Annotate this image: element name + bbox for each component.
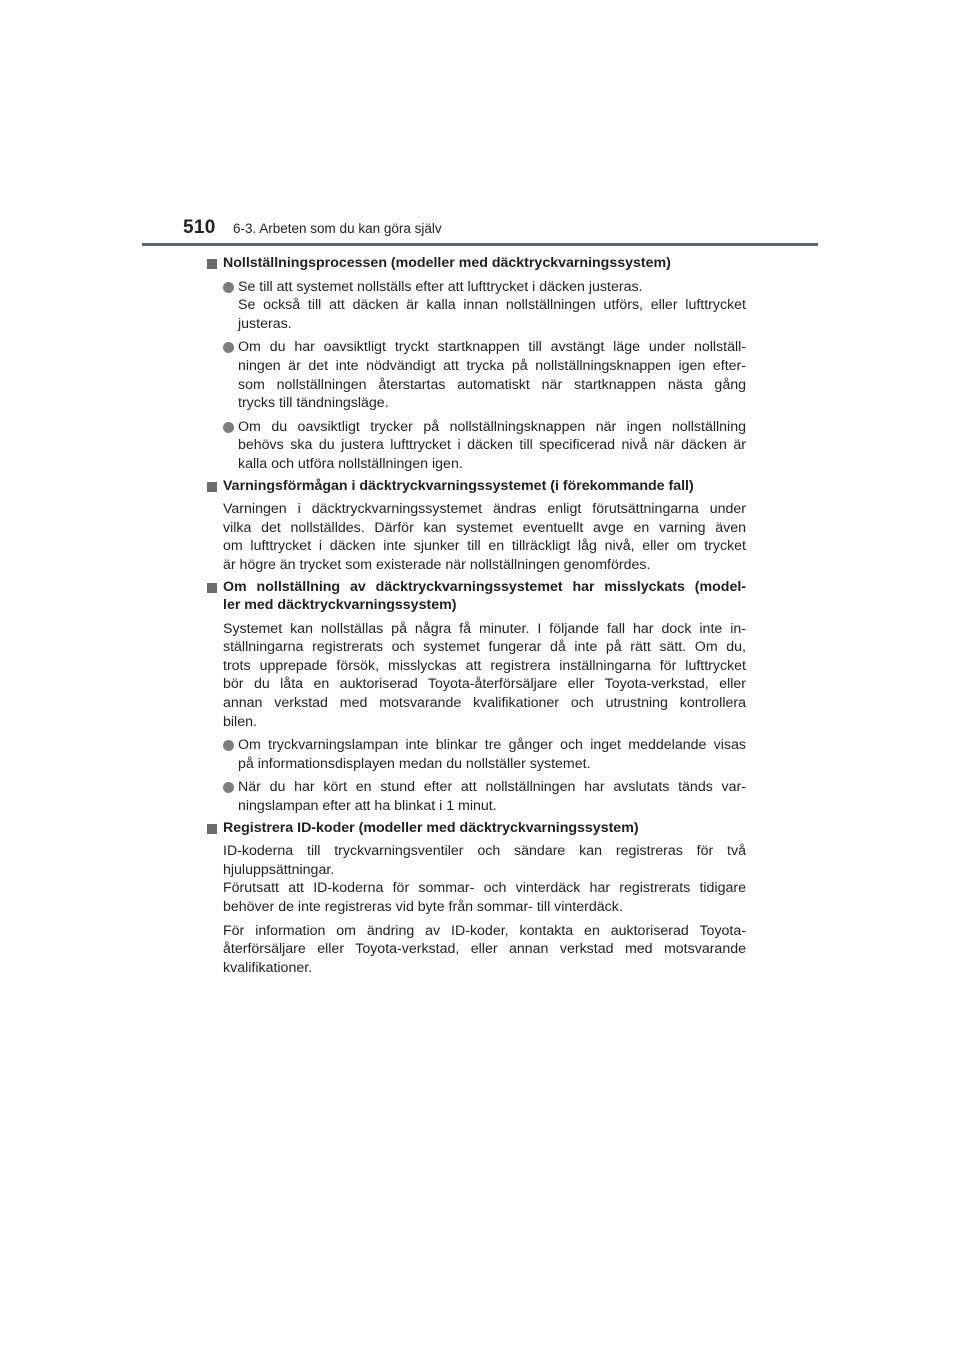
- list-item: [206, 418, 746, 474]
- section-heading: [206, 477, 746, 496]
- bullet-line: på informationsdisplayen medan du nollställer systemet.: [238, 755, 591, 772]
- bullet-line: Se till att systemet nollställs efter att lufttrycket i däcken justeras.: [238, 278, 643, 295]
- bullet-line: behövs ska du justera lufttrycket i däcken till specificerad nivå när däcken är: [238, 437, 746, 454]
- paragraph-line: ställningarna registrerats och systemet fungerar då inte på rätt sätt. Om du,: [223, 639, 746, 656]
- section-heading-text: Varningsförmågan i däcktryckvarningssystemet (i förekommande fall): [223, 477, 694, 494]
- square-bullet-icon: [207, 259, 217, 269]
- round-bullet-icon: [223, 282, 234, 293]
- section-warning-capability: [206, 477, 746, 575]
- list-item: [206, 278, 746, 334]
- paragraph-line: trots upprepade försök, misslyckas att registrera inställningarna för lufttrycket: [223, 657, 746, 674]
- page-header: [0, 0, 960, 250]
- paragraph: [206, 922, 746, 978]
- paragraph-line: annan verkstad med motsvarande kvalifikationer och utrustning kontrollera: [223, 695, 746, 712]
- section-heading-line: Om nollställning av däcktryckvarningssystemet har misslyckats (model-: [223, 578, 746, 595]
- section-heading: [206, 578, 746, 615]
- section-reset-failed: [206, 578, 746, 816]
- section-heading-text: Nollställningsprocessen (modeller med däcktryckvarningssystem): [223, 255, 671, 271]
- page-number: 510: [183, 217, 216, 238]
- paragraph-line: behöver de inte registreras vid byte från sommar- till vinterdäck.: [223, 899, 623, 915]
- square-bullet-icon: [207, 583, 217, 593]
- paragraph: [206, 842, 746, 916]
- paragraph-line: Varningen i däcktryckvarningssystemet ändras enligt förutsättningarna under: [223, 501, 746, 518]
- bullet-line: Om du har oavsiktligt tryckt startknappen till avstängt läge under nollställ-: [238, 339, 746, 356]
- chapter-title: 6-3. Arbeten som du kan göra själv: [233, 221, 442, 236]
- bullet-line: ningen är det inte nödvändigt att trycka på nollställningsknappen igen efter-: [238, 357, 746, 374]
- paragraph-line: ID-koderna till tryckvarningsventiler och sändare kan registreras för två: [223, 843, 746, 860]
- section-heading: [206, 819, 746, 838]
- list-item: [206, 778, 746, 815]
- bullet-line: ningslampan efter att ha blinkat i 1 minut.: [238, 798, 497, 815]
- square-bullet-icon: [207, 482, 217, 492]
- square-bullet-icon: [207, 824, 217, 834]
- header-divider: [142, 243, 818, 246]
- bullet-line: När du har kört en stund efter att nollställningen har avslutats tänds var-: [238, 779, 746, 796]
- paragraph-line: om lufttrycket i däcken inte sjunker till en tillräckligt låg nivå, eller om trycket: [223, 538, 746, 555]
- list-item: [206, 338, 746, 412]
- paragraph: [206, 500, 746, 574]
- paragraph-line: är högre än trycket som existerade när nollställningen genomfördes.: [223, 556, 651, 573]
- paragraph-line: Förutsatt att ID-koderna för sommar- och vinterdäck har registrerats tidigare: [223, 880, 746, 897]
- paragraph-line: vilka det nollställdes. Därför kan systemet eventuellt avge en varning även: [223, 519, 746, 536]
- section-heading-text: Registrera ID-koder (modeller med däcktryckvarningssystem): [223, 819, 639, 836]
- section-register-id-codes: [206, 819, 746, 978]
- bullet-line: justeras.: [238, 315, 292, 332]
- paragraph-line: För information om ändring av ID-koder, kontakta en auktoriserad Toyota-: [223, 922, 746, 939]
- bullet-line: trycks till tändningsläge.: [238, 395, 389, 412]
- bullet-line: Om du oavsiktligt trycker på nollställningsknappen när ingen nollställning: [238, 418, 746, 435]
- section-reset-process: [206, 254, 746, 474]
- paragraph-line: Systemet kan nollställas på några få minuter. I följande fall har dock inte in-: [223, 620, 746, 637]
- page-content: [206, 251, 746, 977]
- bullet-line: kalla och utföra nollställningen igen.: [238, 455, 463, 472]
- bullet-line: Se också till att däcken är kalla innan nollställningen utförs, eller lufttrycket: [238, 297, 746, 314]
- bullet-line: Om tryckvarningslampan inte blinkar tre gånger och inget meddelande visas: [238, 737, 746, 754]
- paragraph-line: kvalifikationer.: [223, 959, 313, 976]
- paragraph: [206, 620, 746, 732]
- round-bullet-icon: [223, 422, 234, 433]
- round-bullet-icon: [223, 342, 234, 353]
- list-item: [206, 736, 746, 773]
- round-bullet-icon: [223, 782, 234, 793]
- paragraph-line: bör du låta en auktoriserad Toyota-återförsäljare eller Toyota-verkstad, eller: [223, 676, 746, 693]
- section-heading-line: ler med däcktryckvarningssystem): [223, 597, 457, 614]
- bullet-line: som nollställningen återstartas automatiskt när startknappen nästa gång: [238, 376, 746, 393]
- paragraph-line: bilen.: [223, 713, 257, 730]
- paragraph-line: hjuluppsättningar.: [223, 861, 335, 878]
- round-bullet-icon: [223, 740, 234, 751]
- paragraph-line: återförsäljare eller Toyota-verkstad, eller annan verkstad med motsvarande: [223, 941, 746, 958]
- section-heading: [206, 254, 746, 273]
